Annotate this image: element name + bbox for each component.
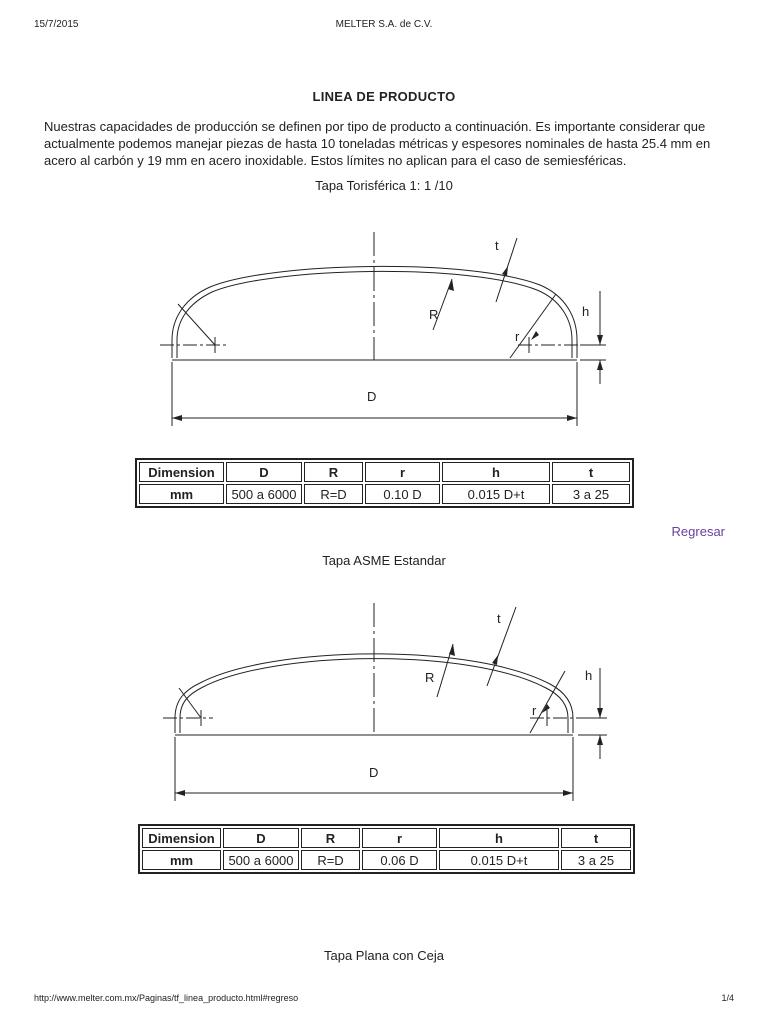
asme-head-drawing [0, 595, 768, 805]
table-header-cell: R [301, 828, 360, 848]
table-header-cell: t [552, 462, 630, 482]
table-header-cell: r [362, 828, 437, 848]
table-cell: 3 a 25 [552, 484, 630, 504]
label-t: t [495, 238, 499, 253]
torispherical-caption: Tapa Torisférica 1: 1 /10 [315, 178, 453, 193]
asme-dimension-table [138, 824, 635, 874]
label-r: r [515, 329, 520, 344]
table-header-row [142, 828, 631, 848]
table-header-cell: h [442, 462, 550, 482]
print-date: 15/7/2015 [34, 19, 79, 30]
torispherical-dimension-table [135, 458, 634, 508]
table-cell: 0.015 D+t [439, 850, 559, 870]
label-D: D [369, 765, 379, 780]
table-row [139, 484, 630, 504]
label-R: R [425, 670, 435, 685]
label-t: t [497, 611, 501, 626]
table-cell: mm [139, 484, 224, 504]
table-cell: 3 a 25 [561, 850, 631, 870]
table-header-cell: D [226, 462, 302, 482]
table-header-cell: D [223, 828, 299, 848]
table-row [142, 850, 631, 870]
label-h: h [582, 304, 590, 319]
intro-paragraph: Nuestras capacidades de producción se definen por tipo de producto a continuación. Es importante considerar que actualmente podemos manejar piezas de hasta 10 toneladas métricas y espesores nominales de hasta 25.4 mm en acero al carbón y 19 mm en acero inoxidable. Estos límites no aplican para el caso de semiesféricas. [44, 119, 711, 168]
print-footer-url: http://www.melter.com.mx/Paginas/tf_linea_producto.html#regreso [34, 993, 299, 1003]
table-cell: 0.06 D [362, 850, 437, 870]
print-site-title: MELTER S.A. de C.V. [335, 19, 433, 30]
table-header-cell: Dimension [142, 828, 221, 848]
table-cell: 0.015 D+t [442, 484, 550, 504]
label-h: h [585, 668, 593, 683]
table-header-row [139, 462, 630, 482]
regresar-link[interactable]: Regresar [671, 524, 725, 539]
table-header-cell: Dimension [139, 462, 224, 482]
table-header-cell: h [439, 828, 559, 848]
asme-caption: Tapa ASME Estandar [322, 553, 446, 568]
label-D: D [367, 389, 377, 404]
flat-head-caption: Tapa Plana con Ceja [324, 948, 444, 963]
torispherical-head-drawing [0, 215, 768, 430]
label-r: r [532, 703, 537, 718]
label-R: R [429, 307, 439, 322]
table-header-cell: R [304, 462, 363, 482]
table-cell: 0.10 D [365, 484, 440, 504]
table-cell: R=D [301, 850, 360, 870]
page-title: LINEA DE PRODUCTO [312, 89, 456, 104]
table-header-cell: t [561, 828, 631, 848]
table-cell: mm [142, 850, 221, 870]
table-cell: 500 a 6000 [226, 484, 302, 504]
table-cell: R=D [304, 484, 363, 504]
print-page-number: 1/4 [721, 993, 734, 1003]
table-cell: 500 a 6000 [223, 850, 299, 870]
table-header-cell: r [365, 462, 440, 482]
